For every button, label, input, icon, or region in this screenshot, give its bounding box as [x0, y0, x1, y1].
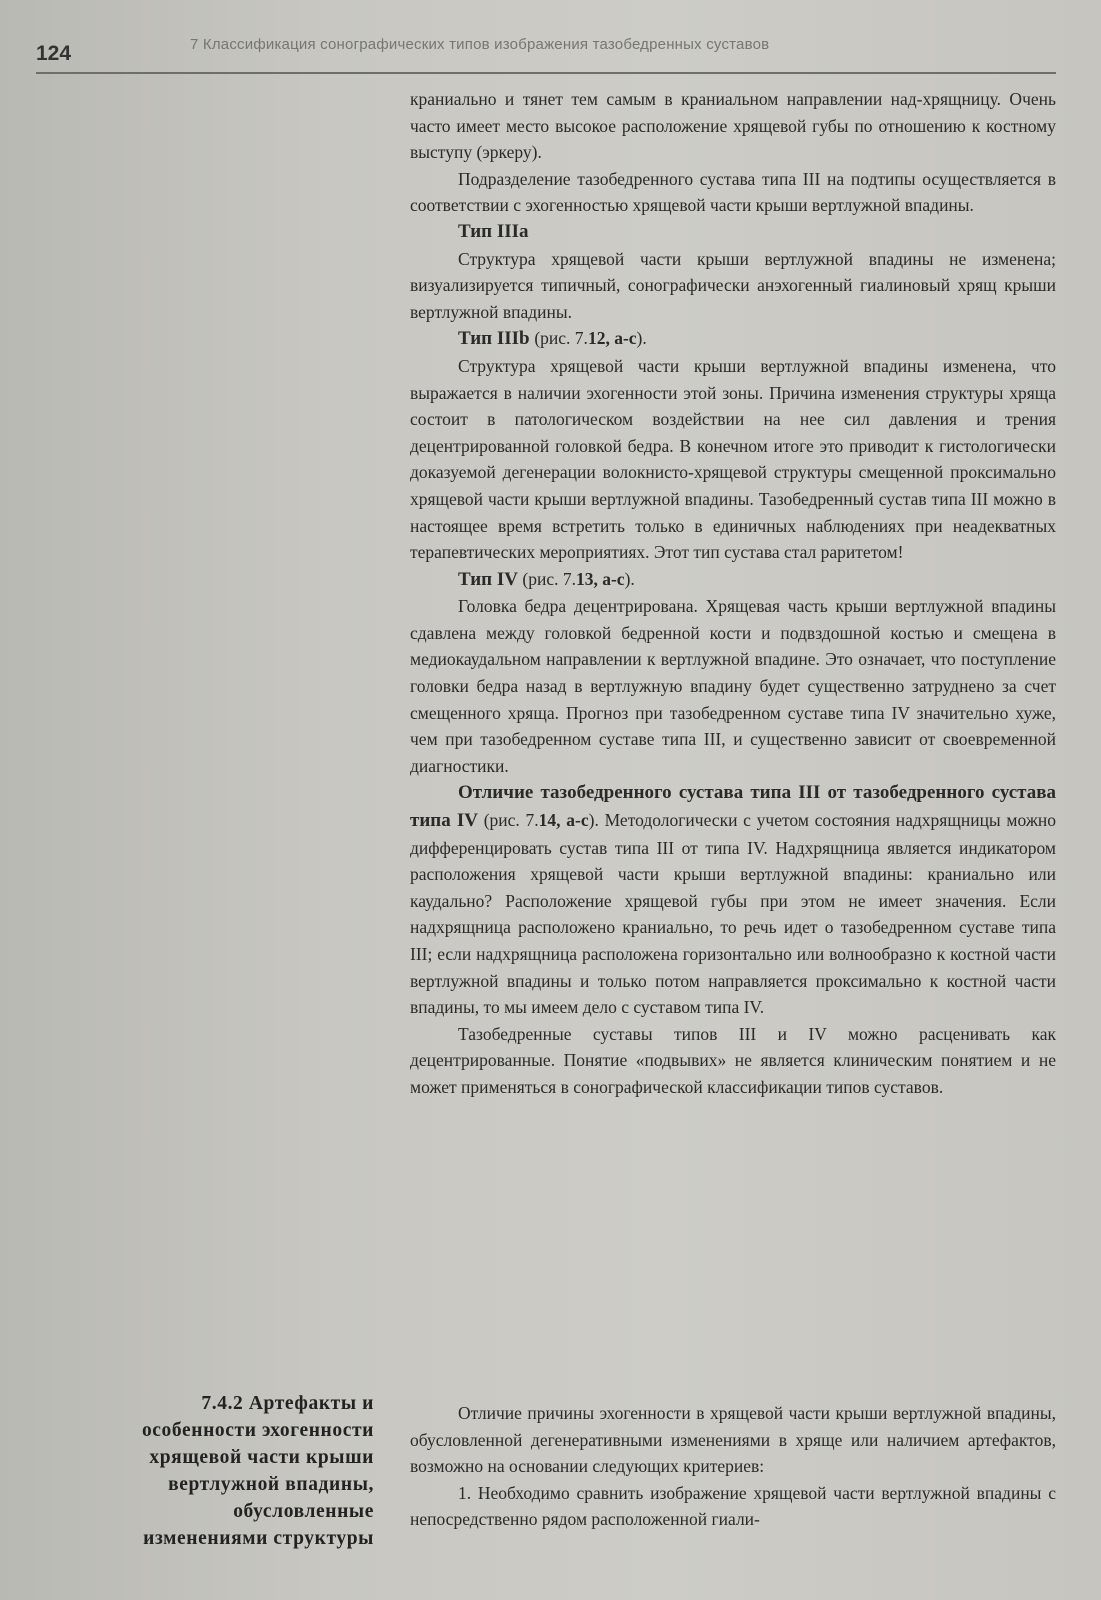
figure-ref-number: 12, a-c	[587, 328, 637, 349]
figure-ref-7-13	[522, 569, 634, 589]
left-margin-column	[36, 82, 382, 1582]
section-heading-7-4-2: 7.4.2 Артефакты и особенности эхогенности хрящевой части крыши вертлужной впадины, обусловленные изменениями структуры	[141, 1393, 374, 1549]
figure-ref-suffix: ).	[588, 810, 599, 831]
paragraph-decentered: Тазобедренные суставы типов III и IV можно расценивать как децентрированные. Понятие «подвывих» не является клиническим понятием и не может применяться в сонографической классификации типов суставов.	[410, 1023, 1056, 1097]
figure-ref-suffix: ).	[636, 328, 647, 349]
section-7-4-2-text	[410, 1400, 1056, 1533]
heading-type-iiib	[410, 325, 1056, 353]
paragraph-type-iiia: Структура хрящевой части крыши вертлужной впадины не изменена; визуализируется типичный, сонографически анэхогенный гиалиновый хрящ крыши вертлужной впадины.	[410, 248, 1056, 322]
paragraph-type-iiib: Структура хрящевой части крыши вертлужной впадины изменена, что выражается в наличии эхогенности этой зоны. Причина изменения структуры хряща состоит в патологическом воздействии на нее сил давления и трения децентрированной головкой бедра. В конечном итоге это приводит к гистологически доказуемой дегенерации волокнисто-хрящевой структуры смещенной проксимально хрящевой части крыши вертлужной впадины. Тазобедренный сустав типа III можно в настоящее время встретить только в единичных наблюдениях при неадекватных терапевтических мероприятиях. Этот тип сустава стал раритетом!	[410, 355, 1056, 563]
figure-ref-number: 14, a-c	[538, 810, 589, 831]
heading-difference: Отличие тазобедренного сустава типа III от тазобедренного сустава типа IV	[410, 782, 1056, 832]
paragraph-subtypes: Подразделение тазобедренного сустава типа III на подтипы осуществляется в соответствии с эхогенностью хрящевой части крыши вертлужной впадины.	[410, 168, 1056, 216]
figure-ref-7-14	[484, 810, 599, 830]
paragraph-difference	[410, 779, 1056, 1020]
figure-ref-prefix: (рис. 7.	[483, 810, 539, 831]
heading-type-iiia-label: Тип IIIa	[458, 220, 529, 242]
main-text-column	[410, 86, 1056, 1101]
paragraph-continuation: краниально и тянет тем самым в краниальном направлении над-хрящницу. Очень часто имеет место высокое расположение хрящевой губы по отношению к костному выступу (эркеру).	[410, 89, 1056, 163]
heading-type-iiib-label: Тип IIIb	[458, 328, 530, 350]
figure-ref-suffix: ).	[624, 568, 635, 589]
heading-type-iv	[410, 566, 1056, 594]
figure-ref-prefix: (рис. 7.	[522, 568, 576, 589]
heading-type-iv-label: Тип IV	[458, 568, 518, 590]
figure-ref-7-12	[534, 328, 646, 348]
running-head: 7 Классификация сонографических типов изображения тазобедренных суставов	[190, 36, 770, 53]
paragraph-type-iv: Головка бедра децентрирована. Хрящевая часть крыши вертлужной впадины сдавлена между головкой бедренной кости и подвздошной костью и смещена в медиокаудальном направлении к вертлужной впадине. Это означает, что поступление головки бедра назад в вертлужную впадину будет существенно затруднено за счет смещенного хряща. Прогноз при тазобедренном суставе типа IV значительно хуже, чем при тазобедренном суставе типа III, и существенно зависит от своевременной диагностики.	[410, 596, 1056, 776]
paragraph-criterion-1: 1. Необходимо сравнить изображение хрящевой части вертлужной впадины с непосредственно рядом расположенной гиали-	[410, 1482, 1056, 1530]
page-number: 124	[36, 42, 72, 65]
header-rule	[36, 72, 1056, 74]
figure-ref-prefix: (рис. 7.	[534, 328, 588, 349]
figure-ref-number: 13, a-c	[575, 568, 625, 589]
heading-type-iiia	[410, 219, 1056, 246]
paragraph-criteria: Отличие причины эхогенности в хрящевой части крыши вертлужной впадины, обусловленной дегенеративными изменениями в хряще или наличием артефактов, возможно на основании следующих критериев:	[410, 1403, 1056, 1477]
difference-text: Методологически с учетом состояния надхрящницы можно дифференцировать сустав типа III от типа IV. Надхрящница является индикатором расположения хрящевой части крыши вертлужной впадины: краниально или каудально? Расположение хрящевой губы при этом не имеет значения. Если надхрящница расположено краниально, то речь идет о тазобедренном суставе типа III; если надхрящница расположена горизонтально или волнообразно к костной части вертлужной впадины и только потом направляется проксимально к костной части впадины, то мы имеем дело с суставом типа IV.	[410, 810, 1057, 1018]
